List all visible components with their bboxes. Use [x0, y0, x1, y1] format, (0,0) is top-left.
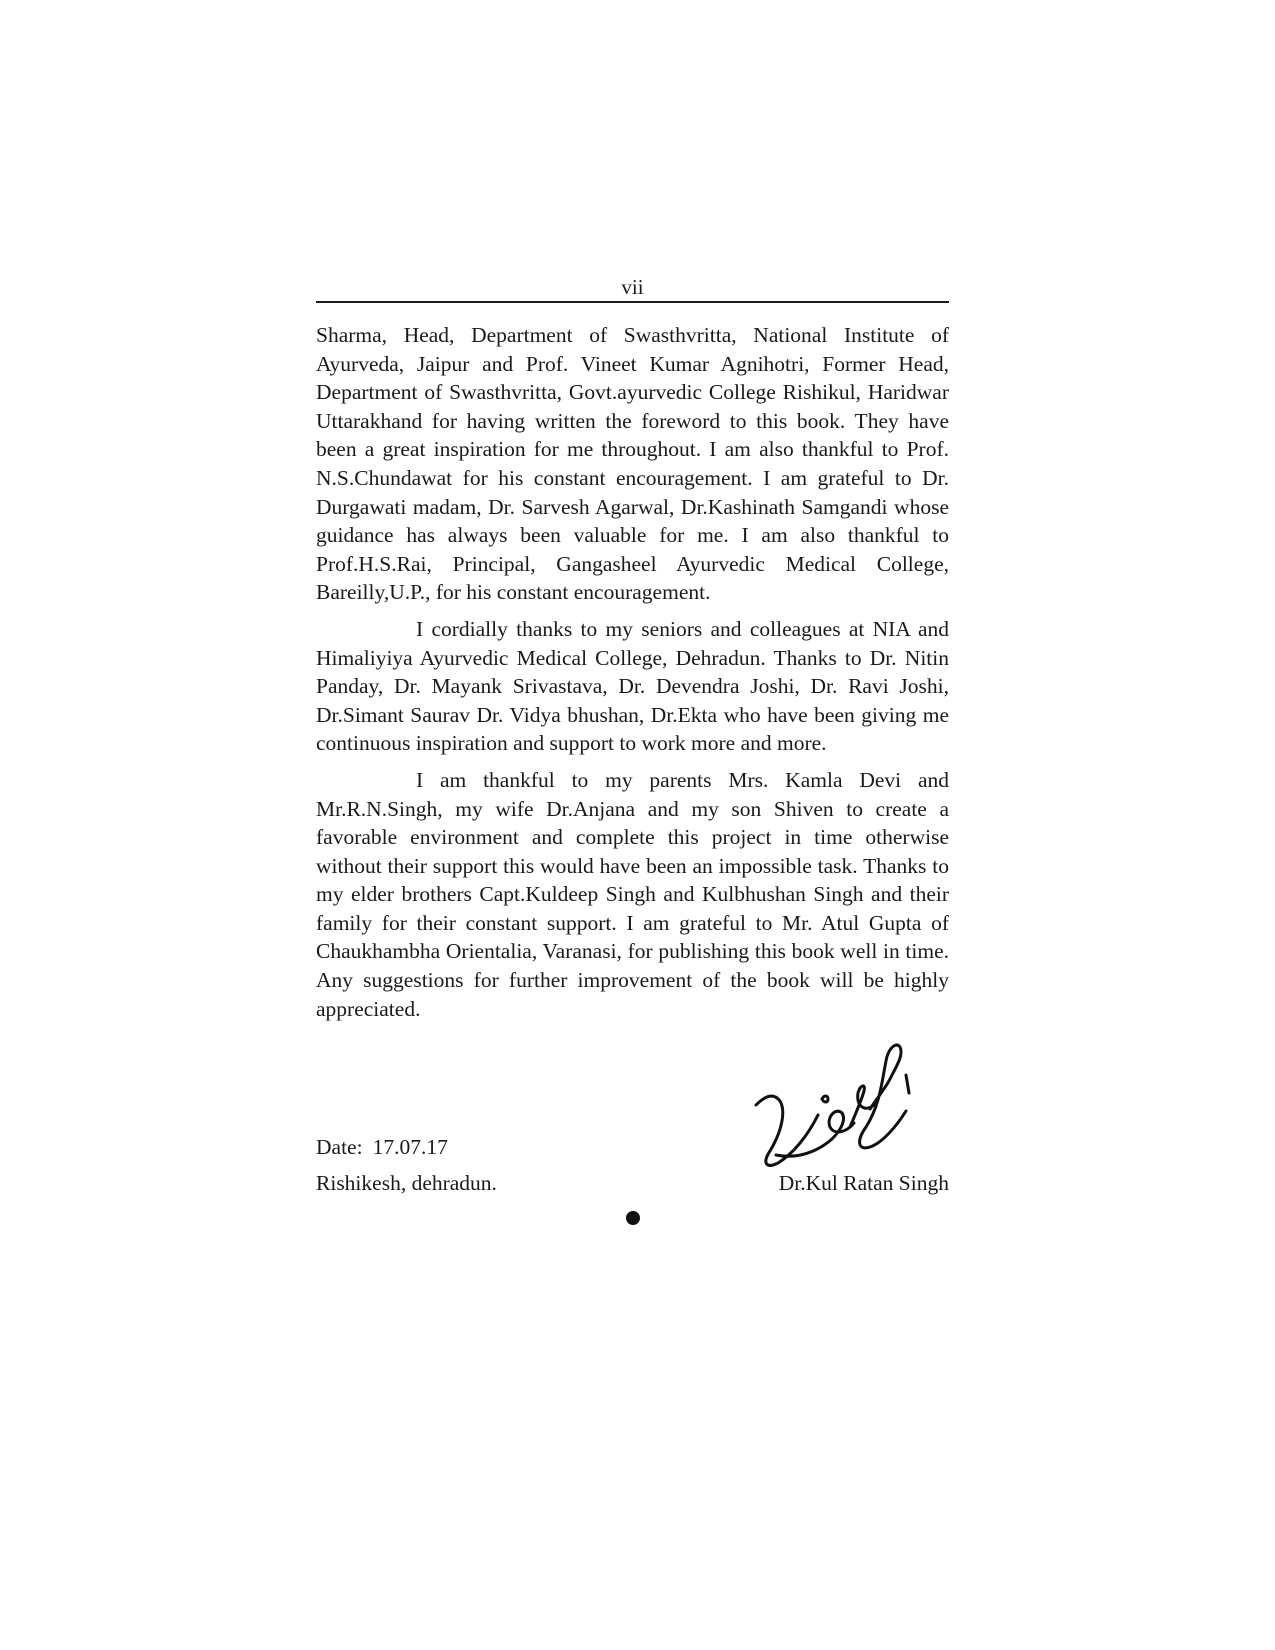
place-line: Rishikesh, dehradun.: [316, 1171, 497, 1196]
signature-block: [316, 1023, 949, 1223]
date-label: Date:: [316, 1135, 363, 1160]
page-number: vii: [621, 275, 644, 299]
header-rule: [316, 301, 949, 303]
date-value: 17.07.17: [372, 1135, 448, 1160]
document-page: [316, 275, 949, 1223]
paragraph-colleagues: I cordially thanks to my seniors and colleagues at NIA and Himaliyiya Ayurvedic Medical College, Dehradun. Thanks to Dr. Nitin Panday, Dr. Mayank Srivastava, Dr. Devendra Joshi, Dr. Ravi Joshi, Dr.Simant Saurav Dr. Vidya bhushan, Dr.Ekta who have been giving me continuous inspiration and support to work more and more.: [316, 616, 949, 756]
date-line: [316, 1133, 448, 1161]
handwritten-signature-icon: [746, 1035, 916, 1180]
paragraph-acknowledgement-continued: Sharma, Head, Department of Swasthvritta, National Institute of Ayurveda, Jaipur and Prof. Vineet Kumar Agnihotri, Former Head, Department of Swasthvritta, Govt.ayurvedic College Rishikul, Haridwar Uttarakhand for having written the foreword to this book. They have been a great inspiration for me throughout. I am also thankful to Prof. N.S.Chundawat for his constant encouragement. I am grateful to Dr. Durgawati madam, Dr. Sarvesh Agarwal, Dr.Kashinath Samgandi whose guidance has always been valuable for me. I am also thankful to Prof.H.S.Rai, Principal, Gangasheel Ayurvedic Medical College, Bareilly,U.P., for his constant encouragement.: [316, 323, 949, 605]
paragraph-family: I am thankful to my parents Mrs. Kamla Devi and Mr.R.N.Singh, my wife Dr.Anjana and my son Shiven to create a favorable environment and complete this project in time otherwise without their support this would have been an impossible task. Thanks to my elder brothers Capt.Kuldeep Singh and Kulbhushan Singh and their family for their constant support. I am grateful to Mr. Atul Gupta of Chaukhambha Orientalia, Varanasi, for publishing this book well in time. Any suggestions for further improvement of the book will be highly appreciated.: [316, 767, 949, 1021]
author-name: Dr.Kul Ratan Singh: [778, 1171, 949, 1196]
end-bullet: [626, 1211, 640, 1225]
